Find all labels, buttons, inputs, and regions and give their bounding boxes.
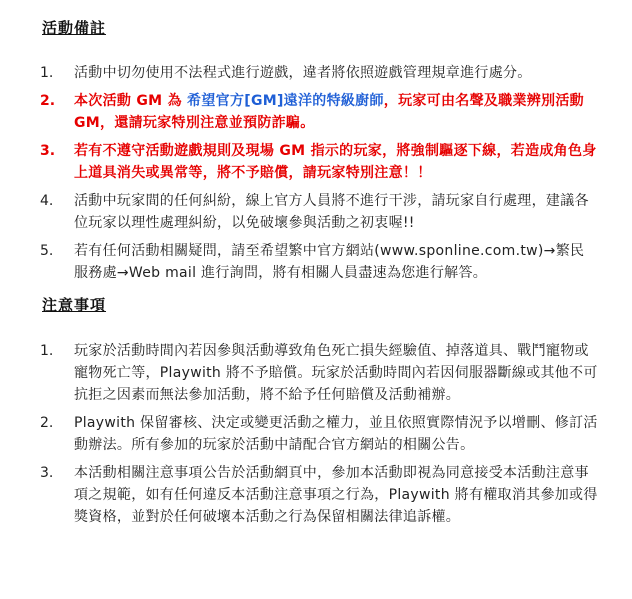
item-text-lead: 本次活動 GM 為: [74, 93, 188, 109]
item-text: 本活動相關注意事項公告於活動網頁中，參加本活動即視為同意接受本活動注意事項之規範，如有任何違反本活動注意事項之行為，Playwith 將有權取消其參加或得獎資格，並對於任何破壞本活動之行為保留相關法律追訴權。: [74, 465, 598, 525]
item-number: 1.: [40, 65, 54, 81]
item-text: Playwith 保留審核、決定或變更活動之權力，並且依照實際情況予以增刪、修訂活動辦法。所有參加的玩家於活動中請配合官方網站的相關公告。: [74, 415, 598, 453]
cautions-list: [0, 340, 598, 534]
item-number: 4.: [40, 193, 54, 209]
item-text-rest: ，玩家可由名聲及職業辨別活動 GM，還請玩家特別注意並預防詐騙。: [74, 93, 584, 131]
item-text: 若有不遵守活動遊戲規則及現場 GM 指示的玩家，將強制驅逐下線，若造成角色身上道具消失或異常等，將不予賠償，請玩家特別注意！！: [74, 143, 597, 181]
item-number: 2.: [40, 415, 54, 431]
item-number: 3.: [40, 143, 56, 159]
list-item: [0, 62, 598, 84]
list-item-warning: [0, 140, 598, 184]
list-item-warning: [0, 90, 598, 134]
list-item: [0, 412, 598, 456]
item-text: [74, 90, 598, 134]
list-item: [0, 190, 598, 234]
event-notes-list: [0, 62, 598, 290]
section-title-event-notes: 活動備註: [42, 19, 107, 37]
item-number: 5.: [40, 243, 54, 259]
item-number: 1.: [40, 343, 54, 359]
item-text: 活動中玩家間的任何糾紛，線上官方人員將不進行干涉，請玩家自行處理，建議各位玩家以理性處理糾紛，以免破壞參與活動之初衷喔!!: [74, 193, 589, 231]
list-item: [0, 462, 598, 528]
item-number: 3.: [40, 465, 54, 481]
list-item: [0, 240, 598, 284]
item-number: 2.: [40, 93, 56, 109]
gm-name-highlight: 希望官方[GM]遠洋的特級廚師: [187, 93, 384, 109]
section-title-cautions: 注意事項: [42, 296, 107, 314]
item-text: 玩家於活動時間內若因參與活動導致角色死亡損失經驗值、掉落道具、戰鬥寵物或寵物死亡等，Playwith 將不予賠償。玩家於活動時間內若因伺服器斷線或其他不可抗拒之因素而無法參加活動，將不給予任何賠償及活動補辦。: [74, 343, 598, 403]
item-text: 活動中切勿使用不法程式進行遊戲，違者將依照遊戲管理規章進行處分。: [74, 65, 532, 81]
list-item: [0, 340, 598, 406]
item-text: 若有任何活動相關疑問，請至希望繁中官方網站(www.sponline.com.tw)→繁民服務處→Web mail 進行詢問，將有相關人員盡速為您進行解答。: [74, 243, 585, 281]
